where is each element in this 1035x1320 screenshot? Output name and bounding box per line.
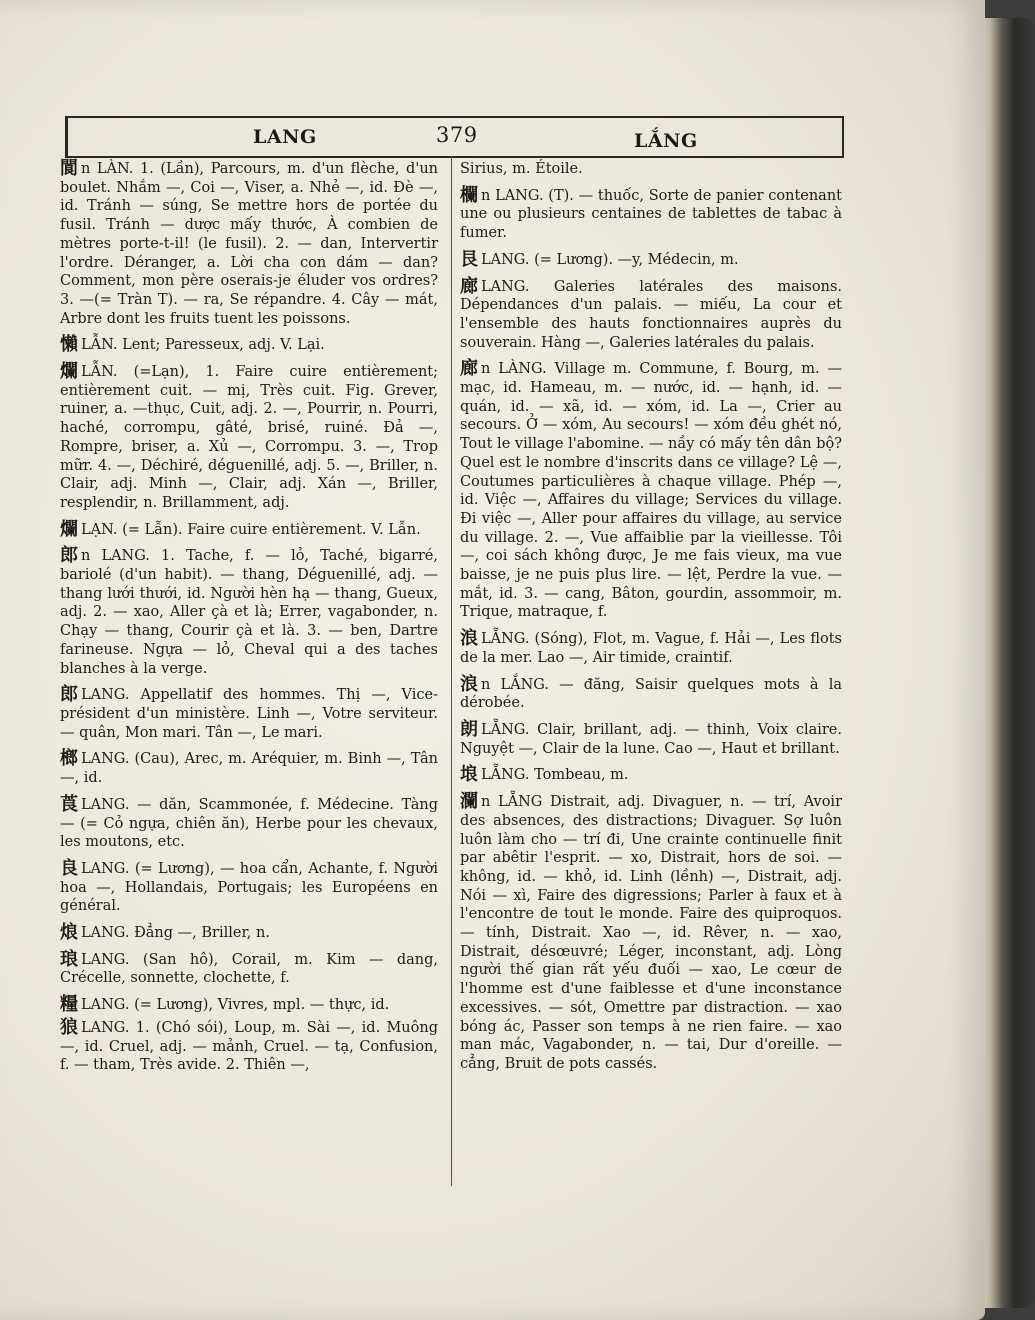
- han-character: 良: [60, 857, 78, 879]
- entry: [60, 996, 438, 1015]
- entry: [60, 948, 438, 988]
- entry-text: n LÀN. 1. (Lần), Parcours, m. d'un flèche, d'un boulet. Nhắm —, Coi —, Viser, a. Nhẻ —, id. Đè —, id. Tránh — súng, Se mettre hors de portée du fusil. Tránh — dược mấy thước, À combien de mètres porte-t-il! (le fusil). 2. — dan, Intervertir l'ordre. Déranger, a. Lời cha con dám — dan? Comment, mon père oserais-je éluder vos ordres? 3. —(= Tràn T). — ra, Se répandre. 4. Cây — mát, Arbre dont les fruits tuent les poissons.: [60, 161, 438, 327]
- header-left-word: LANG: [253, 126, 317, 148]
- entry-text: LANG. (Cau), Arec, m. Aréquier, m. Binh —, Tân —, id.: [60, 751, 438, 787]
- entry: [460, 766, 842, 785]
- han-character: 郎: [60, 545, 78, 567]
- han-character: 烺: [60, 922, 78, 944]
- han-character: 狼: [60, 1016, 78, 1038]
- entry: [460, 673, 842, 713]
- entry-text: LẴNG. Clair, brillant, adj. — thinh, Voix claire. Nguyệt —, Clair de la lune. Cao —, Haut et brillant.: [460, 721, 842, 757]
- han-character: 莨: [60, 793, 78, 815]
- page-header: [65, 116, 844, 158]
- entry: [60, 363, 438, 513]
- entry-text: LANG. 1. (Chó sói), Loup, m. Sài —, id. Muông —, id. Cruel, adj. — mảnh, Cruel. — tạ, Confusion, f. — tham, Très avide. 2. Thiên —,: [60, 1019, 438, 1074]
- entry: [60, 518, 438, 540]
- entry-text: LANG. (San hô), Corail, m. Kim — dang, Crécelle, sonnette, clochette, f.: [60, 951, 438, 987]
- entry-text: LẪN. Lent; Paresseux, adj. V. Lại.: [81, 337, 325, 354]
- entry-text: LANG. (= Lương), — hoa cẩn, Achante, f. Người hoa —, Hollandais, Portugais; les Européens en général.: [60, 860, 438, 915]
- entry-text: LẪN. (=Lạn), 1. Faire cuire entièrement; entièrement cuit. — mị, Très cuit. Fig. Grever, ruiner, a. —thục, Cuit, adj. 2. —, Pourrir, n. Pourri, haché, corrompu, gâté, brisé, ruiné. Đả —, Rompre, briser, a. Xủ —, Corrompu. 3. —, Trop mữr. 4. —, Déchiré, déguenillé, adj. 5. —, Briller, n. Clair, adj. Minh —, Clair, adj. Xán —, Briller, resplendir, n. Brillamment, adj.: [60, 364, 438, 511]
- entry-text: n LANG. (T). — thuốc, Sorte de panier contenant une ou plusieurs centaines de tablettes de tabac à fumer.: [460, 187, 842, 242]
- entry: [460, 184, 842, 243]
- han-character: 廊: [460, 275, 478, 297]
- han-character: 爛: [60, 361, 78, 383]
- column-divider: [451, 156, 452, 1186]
- han-character: 艮: [460, 248, 478, 270]
- han-character: 欄: [460, 184, 478, 206]
- right-column: [460, 160, 842, 1082]
- han-character: 閬: [60, 158, 78, 179]
- han-character: 郎: [60, 684, 78, 706]
- entry-text: LANG. (= Lương). —y, Médecin, m.: [481, 251, 739, 268]
- header-right-word: LẮNG: [634, 130, 698, 152]
- entry: [60, 547, 438, 678]
- han-character: 埌: [460, 764, 478, 786]
- entry-text: LANG. Appellatif des hommes. Thị —, Vice-président d'un ministère. Linh —, Votre serviteur. — quân, Mon mari. Tân —, Le mari.: [60, 687, 438, 741]
- han-character: 瀾: [460, 791, 478, 813]
- entry-text: n LẮNG. — đăng, Saisir quelques mots à la dérobée.: [460, 676, 842, 712]
- han-character: 浪: [460, 628, 478, 650]
- entry: [460, 360, 842, 622]
- entry-text: n LẴNG Distrait, adj. Divaguer, n. — trí, Avoir des absences, des distractions; Divaguer. Sợ luôn luôn làm cho — trí đi, Une crainte continuelle finit par abêtir l'esprit. — xo, Distrait, hors de soi. — không, id. — khỏ, id. Linh (lềnh) —, Distrait, adj. Nói — xì, Faire des digressions; Parler à faux et à l'encontre de tout le monde. Faire des quiproquos. — tính, Distrait. Xao —, id. Rêver, n. — xao, Distrait, désœuvré; Léger, inconstant, adj. Lòng người thế gian rất yếu đuối — xao, Le cœur de l'homme est d'une faiblesse et d'une inconstance excessives. — sót, Omettre par distraction. — xao bóng ác, Passer son temps à ne rien faire. — xao man mác, Vagabonder, n. — tai, Dur d'oreille. — cẳng, Bruit de pots cassés.: [460, 794, 842, 1072]
- entry: [460, 275, 842, 353]
- entry-text: LANG. Galeries latérales des maisons. Dépendances d'un palais. — miếu, La cour et l'ensemble des hauts fonctionnaires auprès du souverain. Hàng —, Galeries latérales du palais.: [460, 278, 842, 351]
- han-character: 琅: [60, 948, 78, 970]
- entry: [460, 718, 842, 758]
- han-character: 浪: [460, 673, 478, 695]
- entry-text: LANG. Đẳng —, Briller, n.: [81, 925, 270, 942]
- han-character: 懶: [60, 334, 78, 356]
- page-number: 379: [436, 123, 478, 147]
- entry: [460, 248, 842, 270]
- han-character: 糧: [60, 994, 78, 1016]
- han-character: 榔: [60, 748, 78, 770]
- entry-text: LẠN. (= Lẫn). Faire cuire entièrement. V. Lẫn.: [81, 521, 421, 538]
- entry-text: LANG. (= Lương), Vivres, mpl. — thực, id.: [81, 997, 390, 1014]
- entry: [460, 630, 842, 667]
- entry: [60, 336, 438, 355]
- han-character: 爛: [60, 518, 78, 540]
- entry-text: n LÀNG. Village m. Commune, f. Bourg, m. — mạc, id. Hameau, m. — nước, id. — hạnh, id. — quán, id. — xã, id. — xóm, id. La —, Crier au secours. Ở — xóm, Au secours! — xóm đều ghét nó, Tout le village l'abomine. — nầy có mấy tên dân bộ? Quel est le nombre d'inscrits dans ce village? Lệ —, Coutumes particulières à chaque village. Phép —, id. Việc —, Affaires du village; Services du village. Đi việc —, Aller pour affaires du village, au service du village. 2. —, Vue affaiblie par la vieillesse. Tôi —, coi sách không được, Je me fais vieux, ma vue baisse, je ne puis plus lire. — lệt, Perdre la vue. — mắt, id. 3. — cang, Bâton, gourdin, assommoir, m. Trique, matraque, f.: [460, 361, 842, 621]
- entry: [60, 686, 438, 742]
- entry-text: LẴNG. (Sóng), Flot, m. Vague, f. Hải —, Les flots de la mer. Lao —, Air timide, craintif.: [460, 631, 842, 666]
- entry: [60, 160, 438, 328]
- entry-text: LẴNG. Tombeau, m.: [481, 767, 629, 784]
- entry-text: Sirius, m. Étoile.: [460, 161, 583, 177]
- entry-text: LANG. — dăn, Scammonée, f. Médecine. Tàng — (= Cỏ ngựa, chiên ăn), Herbe pour les chevaux, les moutons, etc.: [60, 796, 438, 851]
- entry: [60, 793, 438, 852]
- entry-continuation: [460, 160, 842, 179]
- entry: [60, 750, 438, 787]
- entry: [60, 924, 438, 943]
- entry-text: n LANG. 1. Tache, f. — lỏ, Taché, bigarré, bariolé (d'un habit). — thang, Déguenillé, adj. — thang lưới thưới, id. Người hèn hạ — thang, Gueux, adj. 2. — xao, Aller çà et là; Errer, vagabonder, n. Chạy — thang, Courir çà et là. 3. — ben, Dartre farineuse. Ngựa — lỏ, Cheval qui a des taches blanches à la verge.: [60, 548, 438, 677]
- entry: [60, 1016, 438, 1075]
- left-column: [60, 160, 438, 1083]
- han-character: 廊: [460, 358, 478, 380]
- entry: [60, 857, 438, 916]
- entry: [460, 793, 842, 1074]
- han-character: 朗: [460, 718, 478, 740]
